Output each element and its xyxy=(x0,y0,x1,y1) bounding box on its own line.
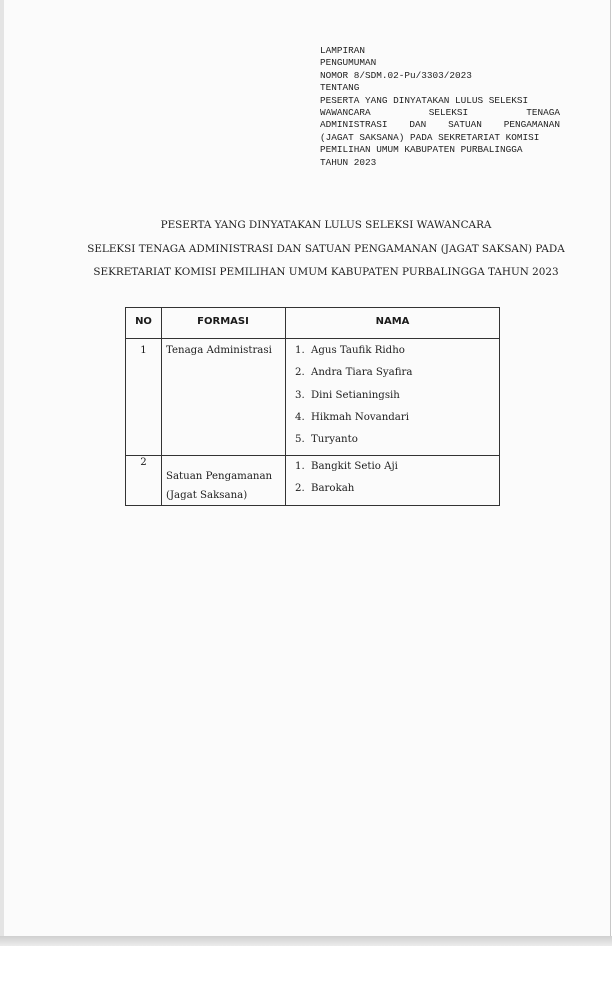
row-number: 2 xyxy=(140,457,147,468)
formasi-cell: Tenaga Administrasi xyxy=(166,345,272,356)
list-number: 1. xyxy=(295,345,305,356)
participant-name: Andra Tiara Syafira xyxy=(311,367,413,379)
column-header-no: NO xyxy=(135,316,152,327)
participant-name: Bangkit Setio Aji xyxy=(311,461,398,472)
list-number: 1. xyxy=(295,461,305,472)
list-number: 2. xyxy=(295,483,305,495)
header-word: ADMINISTRASI xyxy=(320,119,388,131)
document-title-line-2: SELEKSI TENAGA ADMINISTRASI DAN SATUAN PENGAMANAN (JAGAT SAKSAN) PADA xyxy=(87,243,565,255)
header-word: TENAGA xyxy=(526,107,560,119)
formasi-line: Satuan Pengamanan xyxy=(166,471,273,482)
column-header-nama: NAMA xyxy=(375,316,410,327)
header-line: TAHUN 2023 xyxy=(320,156,377,168)
participant-name: Agus Taufik Ridho xyxy=(311,345,405,356)
header-word: PENGAMANAN xyxy=(503,119,560,131)
document-title-line-1: PESERTA YANG DINYATAKAN LULUS SELEKSI WAWANCARA xyxy=(160,219,492,231)
header-line: PENGUMUMAN xyxy=(320,57,377,69)
participant-name: Turyanto xyxy=(311,434,358,446)
page-bottom-edge xyxy=(0,936,612,946)
name-list xyxy=(295,461,398,506)
table-header-divider xyxy=(126,338,499,339)
list-number: 2. xyxy=(295,367,305,379)
list-item xyxy=(295,434,412,456)
header-line: PEMILIHAN UMUM KABUPATEN PURBALINGGA xyxy=(320,144,523,156)
column-header-formasi: FORMASI xyxy=(197,316,249,327)
results-table xyxy=(125,307,500,506)
formasi-cell xyxy=(166,467,284,505)
participant-name: Hikmah Novandari xyxy=(311,411,410,423)
list-item xyxy=(295,390,412,412)
header-line: LAMPIRAN xyxy=(320,45,366,56)
list-item xyxy=(295,483,398,505)
participant-name: Barokah xyxy=(311,483,355,495)
header-word: DAN xyxy=(409,119,427,131)
list-item xyxy=(295,412,412,434)
document-title-line-3: SEKRETARIAT KOMISI PEMILIHAN UMUM KABUPATEN PURBALINGGA TAHUN 2023 xyxy=(93,266,559,278)
participant-name: Dini Setianingsih xyxy=(311,389,400,401)
header-line: NOMOR 8/SDM.02-Pu/3303/2023 xyxy=(320,69,472,81)
list-item xyxy=(295,345,412,367)
formasi-line: (Jagat Saksana) xyxy=(166,490,248,501)
list-item xyxy=(295,367,412,389)
header-line: (JAGAT SAKSANA) PADA SEKRETARIAT KOMISI xyxy=(320,131,540,143)
header-word: SELEKSI xyxy=(428,107,469,119)
list-number: 5. xyxy=(295,434,305,446)
header-line: TENTANG xyxy=(320,82,360,94)
list-number: 4. xyxy=(295,411,305,423)
list-number: 3. xyxy=(295,389,305,401)
name-list xyxy=(295,345,412,456)
list-item xyxy=(295,461,398,483)
header-line-justified xyxy=(320,119,560,131)
header-line-justified xyxy=(320,107,560,119)
header-word: WAWANCARA xyxy=(320,107,371,119)
header-line: PESERTA YANG DINYATAKAN LULUS SELEKSI xyxy=(320,94,529,106)
attachment-header xyxy=(320,45,560,169)
row-number: 1 xyxy=(140,345,147,356)
header-word: SATUAN xyxy=(448,119,482,131)
